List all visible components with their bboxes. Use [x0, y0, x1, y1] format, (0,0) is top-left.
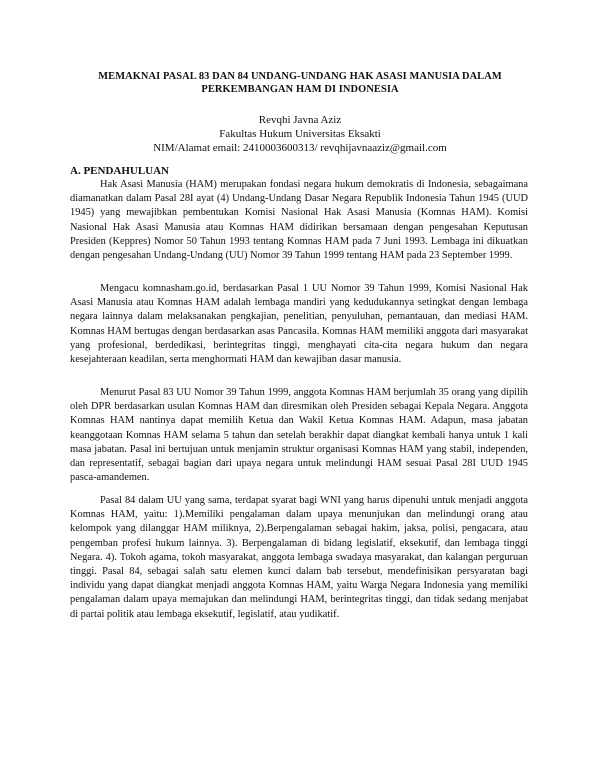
author-name: Revqhi Javna Aziz — [258, 114, 342, 126]
paragraph: Pasal 84 dalam UU yang sama, terdapat syarat bagi WNI yang harus dipenuhi untuk menjadi anggota Komnas HAM, yaitu: 1).Memiliki pengalaman dalam upaya menunjukan dan melindungi orang atau kelompok yang dilanggar HAM miliknya, 2).Berpengalaman sebagai hakim, jaksa, polisi, pengacara, atau pengemban profesi hukum lainnya. 3). Berpengalaman di bidang legislatif, eksekutif, dan lembaga tinggi Negara. 4). Tokoh agama, tokoh masyarakat, anggota lembaga swadaya masyarakat, dan kalangan perguruan tinggi. Pasal 84, sebagai salah satu elemen kunci dalam bab tersebut, mendefinisikan persyaratan bagi individu yang dapat diangkat menjadi anggota Komnas HAM, yaitu Warga Negara Indonesia yang memiliki pengalaman dalam upaya memajukan dan melindungi HAM, berintegritas tinggi, dan tidak sedang menjabat di partai politik atau lembaga eksekutif, legislatif, atau yudikatif. — [70, 495, 528, 620]
author-contact: NIM/Alamat email: 2410003600313/ revqhijavnaaziz@gmail.com — [153, 142, 447, 154]
section-heading: A. PENDAHULUAN — [70, 165, 169, 177]
author-block — [60, 113, 540, 155]
paragraph: Mengacu komnasham.go.id, berdasarkan Pasal 1 UU Nomor 39 Tahun 1999, Komisi Nasional Hak Asasi Manusia atau Komnas HAM adalah lembaga mandiri yang kedudukannya setingkat dengan lembaga negara lainnya dalam melaksanakan pengkajian, penelitian, penyuluhan, pemantauan, dan mediasi HAM. Komnas HAM bertugas dengan berdasarkan asas Pancasila. Komnas HAM memiliki anggota dari masyarakat yang profesional, berdedikasi, berintegritas tinggi, menghayati cita-cita negara hukum dan negara kesejahteraan keadilan, serta menghormati HAM dan kewajiban dasar manusia. — [70, 283, 528, 366]
author-affiliation: Fakultas Hukum Universitas Eksakti — [219, 128, 381, 140]
paragraph: Hak Asasi Manusia (HAM) merupakan fondasi negara hukum demokratis di Indonesia, sebagaimana diamanatkan dalam Pasal 28I ayat (4) Undang-Undang Dasar Negara Republik Indonesia Tahun 1945 (UUD 1945) yang mewajibkan pembentukan Komisi Nasional Hak Asasi Manusia (Komnas HAM). Komisi Nasional Hak Asasi Manusia atau Komnas HAM didirikan bersamaan dengan pengesahan Keputusan Presiden (Keppres) Nomor 50 Tahun 1993 tentang Komnas HAM pada 7 Juni 1993. Lembaga ini dikuatkan dengan pengesahan Undang-Undang (UU) Nomor 39 Tahun 1999 tentang HAM pada 23 September 1999. — [70, 179, 528, 262]
paragraph: Menurut Pasal 83 UU Nomor 39 Tahun 1999, anggota Komnas HAM berjumlah 35 orang yang dipilih oleh DPR berdasarkan usulan Komnas HAM dan diresmikan oleh Presiden sebagai Kepala Negara. Anggota Komnas HAM nantinya dapat memilih Ketua dan Wakil Ketua Komnas HAM. Adapun, masa jabatan keanggotaan Komnas HAM selama 5 tahun dan setelah berakhir dapat diangkat kembali hanya untuk 1 kali masa jabatan. Pasal ini bertujuan untuk menjamin struktur organisasi Komnas HAM yang stabil, independen, dan representatif, sebagai bagian dari upaya negara untuk melindungi HAM sesuai Pasal 28I UUD 1945 pasca-amandemen. — [70, 387, 528, 484]
paper-title: MEMAKNAI PASAL 83 DAN 84 UNDANG-UNDANG HAK ASASI MANUSIA DALAM PERKEMBANGAN HAM DI INDONESIA — [98, 71, 502, 95]
